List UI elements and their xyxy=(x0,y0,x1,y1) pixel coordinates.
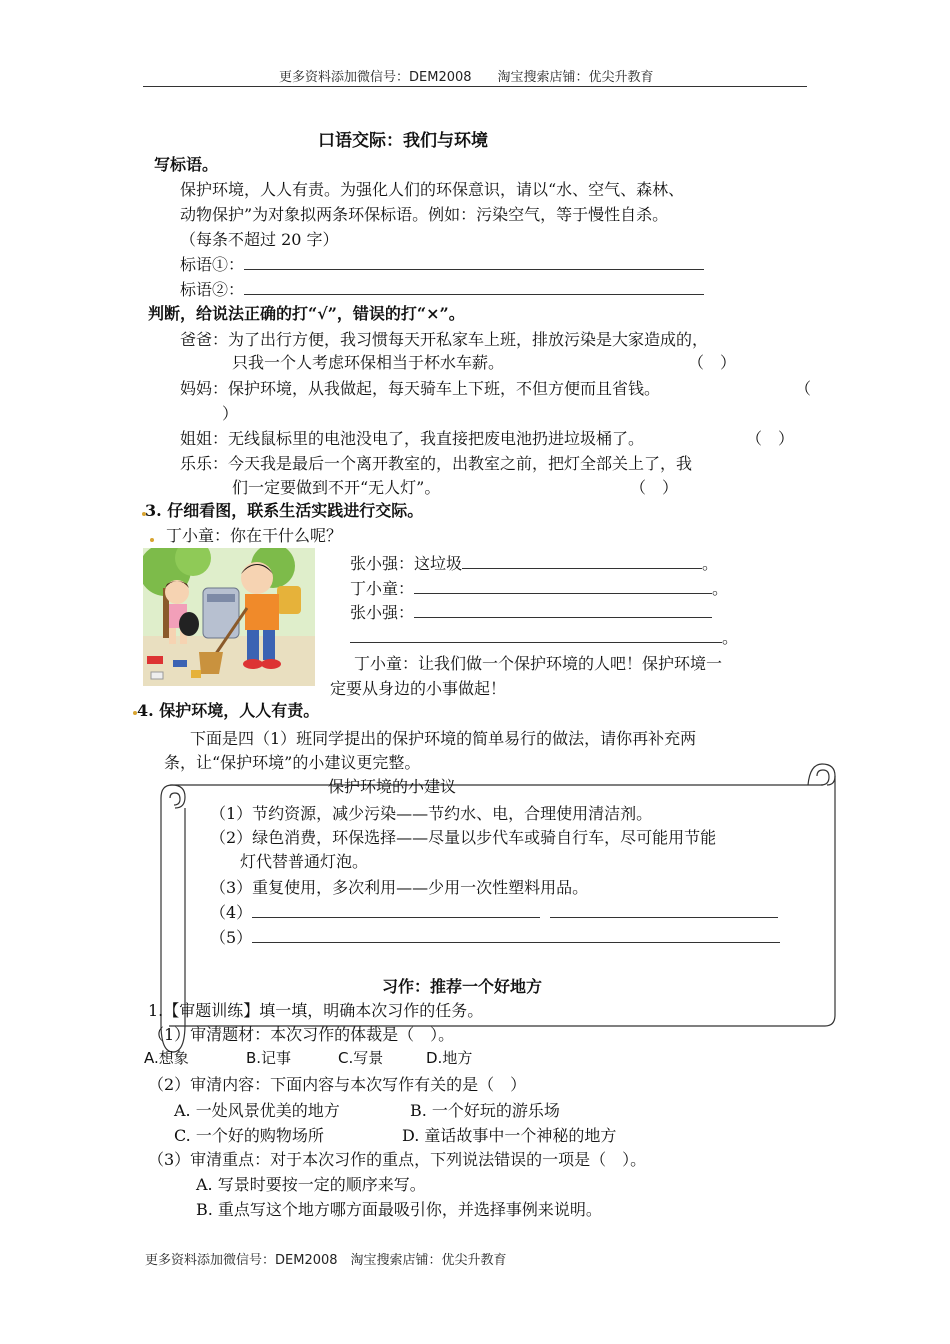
zhang-line2 xyxy=(350,600,712,623)
ding-question: 丁小童：你在干什么呢？ xyxy=(166,526,343,545)
zhang-answer-2-continued[interactable] xyxy=(350,628,722,643)
lele-answer-paren[interactable]: （ ） xyxy=(630,478,679,497)
zhang-label-2: 张小强： xyxy=(350,603,415,622)
suggestion-3: （3）重复使用，多次利用——少用一次性塑料用品。 xyxy=(210,878,589,897)
lele-line1: 乐乐：今天我是最后一个离开教室的，出教室之前，把灯全部关上了，我 xyxy=(180,454,693,473)
suggestion-4-row xyxy=(210,900,778,923)
scroll-title: 保护环境的小建议 xyxy=(328,777,457,796)
ding-answer-1[interactable] xyxy=(414,579,712,594)
ding-end-line2: 定要从身边的小事做起！ xyxy=(330,679,507,698)
suggestion-4-blank-a[interactable] xyxy=(252,903,540,918)
section4-intro2: 条，让“保护环境”的小建议更完整。 xyxy=(164,753,421,772)
ding-line1 xyxy=(350,576,728,599)
ding-label-1: 丁小童： xyxy=(350,579,415,598)
dad-answer-paren[interactable]: （ ） xyxy=(688,353,737,372)
section2-heading: 判断，给说法正确的打“√”，错误的打“×”。 xyxy=(148,304,465,323)
option-2a[interactable]: A. 一处风景优美的地方 xyxy=(174,1101,340,1120)
dad-line1: 爸爸：为了出行方便，我习惯每天开私家车上班，排放污染是大家造成的， xyxy=(180,330,709,349)
suggestion-1: （1）节约资源，减少污染——节约水、电，合理使用清洁剂。 xyxy=(210,804,653,823)
section1-line2: 动物保护”为对象拟两条环保标语。例如：污染空气，等于慢性自杀。 xyxy=(180,205,669,224)
section1-line1: 保护环境，人人有责。为强化人们的环保意识，请以“水、空气、森林、 xyxy=(180,180,685,199)
writing-title: 习作：推荐一个好地方 xyxy=(382,977,543,996)
mom-line1: 妈妈：保护环境，从我做起，每天骑车上下班，不但方便而且省钱。 xyxy=(180,379,661,398)
slogan1-blank[interactable] xyxy=(244,255,704,270)
page-footer: 更多资料添加微信号：DEM2008 淘宝搜索店铺：优尖升教育 xyxy=(145,1253,507,1268)
writing-q1-3: （3）审清重点：对于本次习作的重点，下列说法错误的一项是（ ）。 xyxy=(148,1150,647,1169)
slogan2-row xyxy=(180,277,704,300)
option-3b[interactable]: B. 重点写这个地方哪方面最吸引你，并选择事例来说明。 xyxy=(196,1200,602,1219)
dad-line2: 只我一个人考虑环保相当于杯水车薪。 xyxy=(232,353,505,372)
period-2: 。 xyxy=(712,579,729,598)
suggestion-4-label: （4） xyxy=(210,903,253,922)
suggestion-2b: 灯代替普通灯泡。 xyxy=(240,852,369,871)
marker-dot xyxy=(150,538,154,542)
option-2b[interactable]: B. 一个好玩的游乐场 xyxy=(410,1101,560,1120)
option-c-scenery[interactable]: C.写景 xyxy=(338,1049,384,1067)
mom-answer-close[interactable]: ） xyxy=(222,404,239,423)
option-2c[interactable]: C. 一个好的购物场所 xyxy=(174,1126,324,1145)
suggestion-4-blank-b[interactable] xyxy=(550,903,778,918)
zhang-line2-continued xyxy=(350,625,738,648)
suggestion-5-label: （5） xyxy=(210,928,253,947)
period-3: 。 xyxy=(722,628,739,647)
writing-q1-2: （2）审清内容：下面内容与本次写作有关的是（ ） xyxy=(148,1075,527,1094)
page-header: 更多资料添加微信号：DEM2008 淘宝搜索店铺：优尖升教育 xyxy=(279,70,654,85)
oral-title: 口语交际：我们与环境 xyxy=(318,131,488,151)
zhang-label-1: 张小强：这垃圾 xyxy=(350,554,463,573)
sister-line: 姐姐：无线鼠标里的电池没电了，我直接把废电池扔进垃圾桶了。 xyxy=(180,429,645,448)
suggestion-5-row xyxy=(210,925,780,948)
option-d-place[interactable]: D.地方 xyxy=(426,1049,473,1067)
slogan1-row xyxy=(180,252,704,275)
option-b-narrative[interactable]: B.记事 xyxy=(246,1049,292,1067)
slogan2-label: 标语②： xyxy=(180,280,245,299)
option-3a[interactable]: A. 写景时要按一定的顺序来写。 xyxy=(196,1175,426,1194)
suggestion-5-blank[interactable] xyxy=(252,928,780,943)
slogan2-blank[interactable] xyxy=(244,280,704,295)
zhang-answer-1[interactable] xyxy=(462,554,702,569)
slogan1-label: 标语①： xyxy=(180,255,245,274)
header-rule xyxy=(143,86,807,87)
children-cleaning-illustration xyxy=(143,548,315,686)
option-2d[interactable]: D. 童话故事中一个神秘的地方 xyxy=(402,1126,617,1145)
writing-q1: 1.【审题训练】填一填，明确本次习作的任务。 xyxy=(148,1001,484,1020)
writing-q1-1: （1）审清题材：本次习作的体裁是（ ）。 xyxy=(148,1025,455,1044)
lele-line2: 们一定要做到不开“无人灯”。 xyxy=(232,478,441,497)
period-1: 。 xyxy=(702,554,719,573)
section1-line3: （每条不超过 20 字） xyxy=(180,230,339,249)
ding-end-line1: 丁小童：让我们做一个保护环境的人吧！保护环境一 xyxy=(354,654,723,673)
mom-answer-open[interactable]: （ xyxy=(795,379,812,398)
sister-answer-paren[interactable]: （ ） xyxy=(746,429,795,448)
option-a-imagination[interactable]: A.想象 xyxy=(144,1049,189,1067)
section4-intro1: 下面是四（1）班同学提出的保护环境的简单易行的做法，请你再补充两 xyxy=(190,729,697,748)
zhang-line1 xyxy=(350,551,718,574)
section4-heading: 4. 保护环境，人人有责。 xyxy=(137,701,320,720)
suggestion-2a: （2）绿色消费，环保选择——尽量以步代车或骑自行车，尽可能用节能 xyxy=(210,828,717,847)
section3-heading: 3. 仔细看图，联系生活实践进行交际。 xyxy=(145,501,424,520)
section1-heading: 写标语。 xyxy=(154,155,219,174)
zhang-answer-2[interactable] xyxy=(414,603,712,618)
